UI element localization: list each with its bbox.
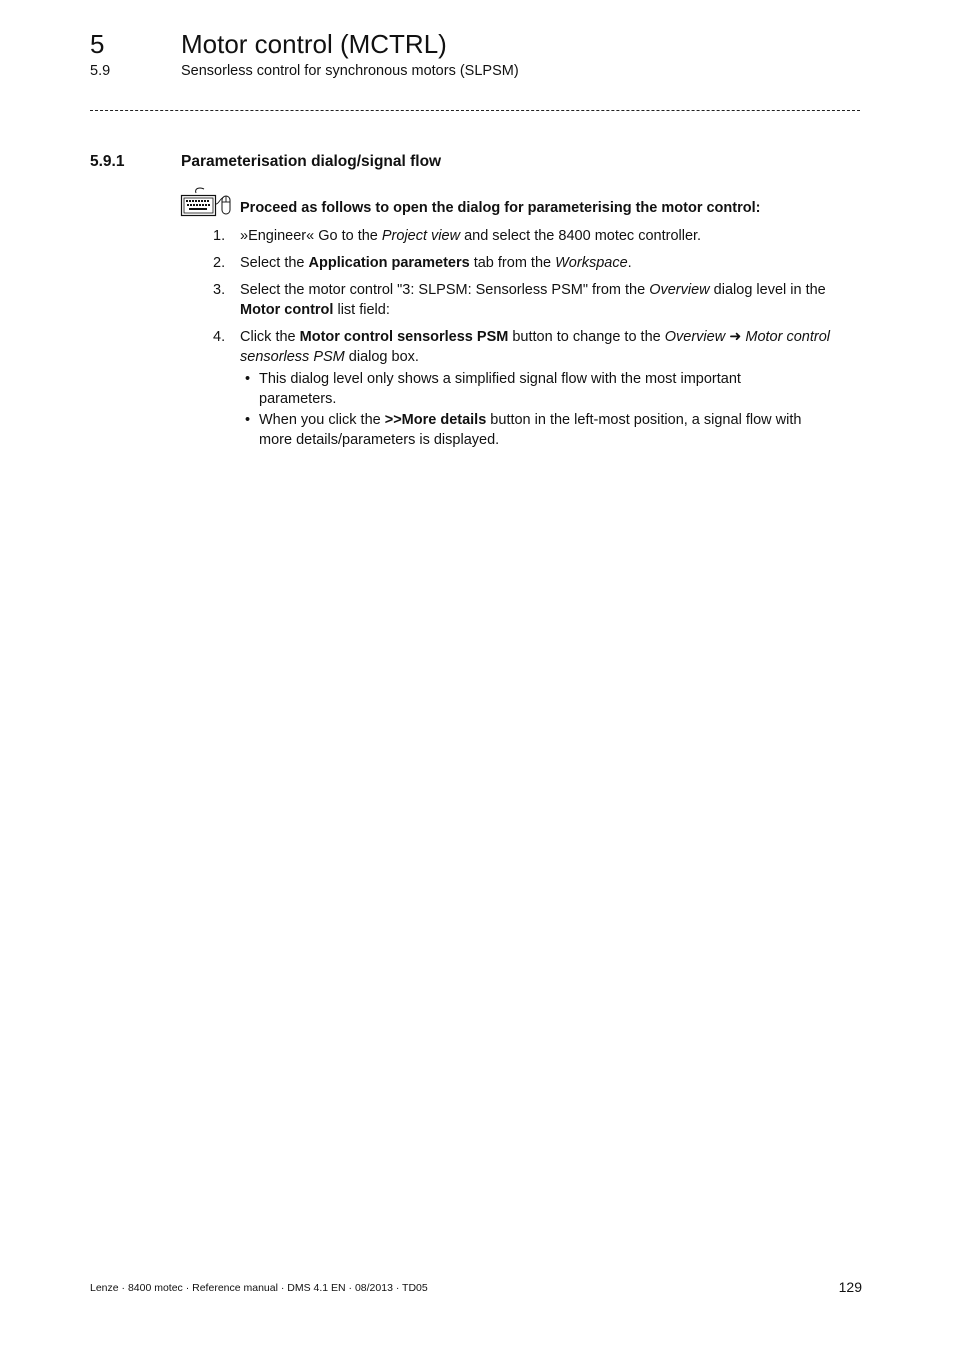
- page-number: 129: [838, 1279, 862, 1295]
- section-title: Sensorless control for synchronous motors (SLPSM): [181, 63, 519, 79]
- keyboard-mouse-icon: [180, 186, 234, 218]
- subsection-number: 5.9.1: [90, 153, 125, 170]
- chapter-number: 5: [90, 29, 105, 59]
- step-number: 4.: [213, 329, 226, 345]
- bullet-text: When you click the >>More details button in the left-most position, a signal flow with more details/parameters is displayed.: [259, 412, 802, 448]
- chapter-title: Motor control (MCTRL): [181, 29, 447, 59]
- step-number: 1.: [213, 228, 226, 244]
- step-text: Select the Application parameters tab from the Workspace.: [240, 255, 632, 271]
- step-text: »Engineer« Go to the Project view and select the 8400 motec controller.: [240, 228, 702, 244]
- subsection-title: Parameterisation dialog/signal flow: [181, 153, 442, 170]
- step-text: Select the motor control "3: SLPSM: Sensorless PSM" from the Overview dialog level in the Motor control list field:: [240, 282, 826, 318]
- bullet-icon: •: [245, 371, 251, 387]
- bullet-icon: •: [245, 412, 251, 428]
- footer-document-info: Lenze · 8400 motec · Reference manual · DMS 4.1 EN · 08/2013 · TD05: [90, 1282, 428, 1294]
- step-text: Click the Motor control sensorless PSM button to change to the Overview ➜ Motor control sensorless PSM dialog box.: [240, 329, 831, 365]
- arrow-icon: ➜: [725, 329, 746, 345]
- procedure-intro: Proceed as follows to open the dialog for parameterising the motor control:: [240, 200, 761, 216]
- step-number: 2.: [213, 255, 226, 271]
- step-number: 3.: [213, 282, 226, 298]
- section-number: 5.9: [90, 63, 111, 79]
- bullet-text: This dialog level only shows a simplified signal flow with the most important parameters.: [259, 371, 741, 407]
- header-separator: [90, 110, 860, 111]
